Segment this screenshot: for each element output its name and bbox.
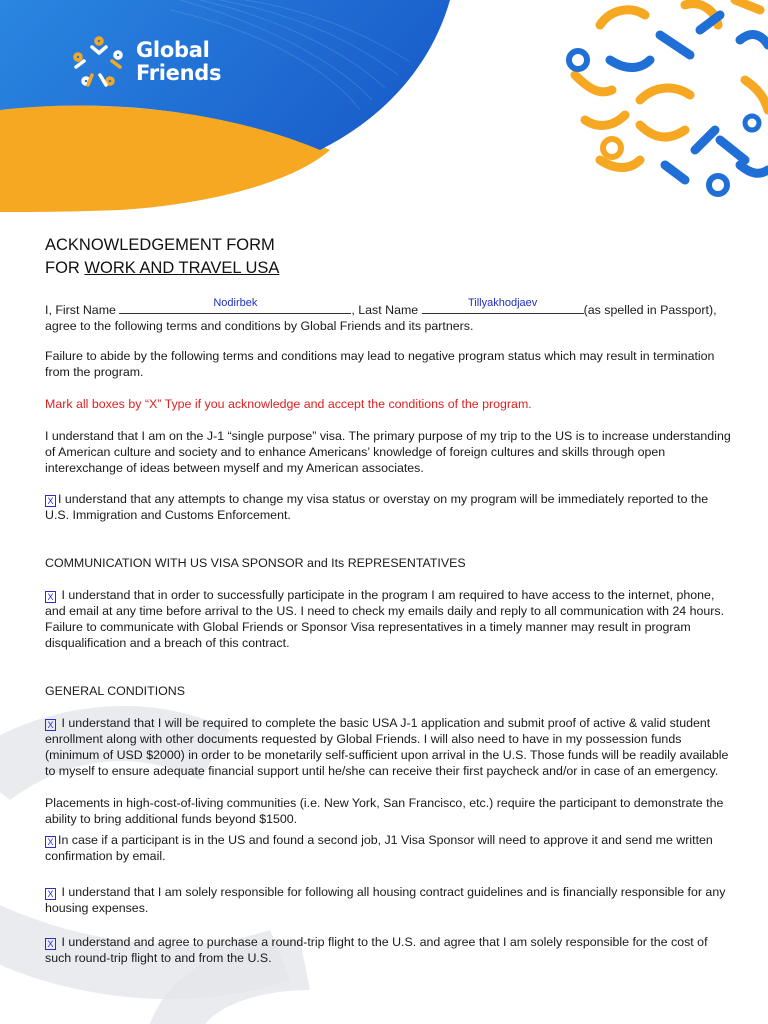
checkbox-second-job[interactable]: X [45, 836, 56, 848]
first-name-value: Nodirbek [213, 297, 258, 309]
item-second-job: X In case if a participant is in the US and found a second job, J1 Visa Sponsor will need to approve it and send me written confirmation by email. [45, 833, 713, 863]
form-title-program: WORK AND TRAVEL USA [84, 259, 280, 277]
first-name-label: I, First Name [45, 303, 116, 317]
item-flight: X I understand and agree to purchase a round-trip flight to the U.S. and agree that I am solely responsible for the cost of such round-trip flight to and from the U.S. [45, 935, 708, 965]
item-housing: X I understand that I am solely responsible for following all housing contract guidelines and is financially responsible for any housing expenses. [45, 885, 726, 915]
form-title-line1: ACKNOWLEDGEMENT FORM [45, 236, 275, 254]
intro-paragraph [45, 297, 735, 334]
passport-note: (as spelled in Passport), [583, 303, 717, 317]
logo-line1: Global [136, 38, 210, 62]
last-name-value: Tillyakhodjaev [467, 297, 538, 309]
checkbox-communication[interactable]: X [45, 591, 56, 603]
item-funds: X I understand that I will be required to complete the basic USA J-1 application and submit proof of active & valid student enrollment along with other documents requested by Global Friends. I will also need to have in my possession funds (minimum of USD $2000) in order to be monetarily self-sufficient upon arrival in the U.S. Those funds will be readily available to myself to ensure adequate financial support until he/she can receive their first paycheck and/or in case of an emergency. [45, 716, 729, 778]
checkbox-visa-status[interactable]: X [45, 495, 56, 507]
section-general-heading: GENERAL CONDITIONS [45, 684, 185, 698]
checkbox-funds[interactable]: X [45, 719, 56, 731]
checkbox-housing[interactable]: X [45, 888, 56, 900]
logo-emblem-icon [70, 33, 128, 91]
item-communication: X I understand that in order to successfully participate in the program I am required to have access to the internet, phone, and email at any time before arrival to the US. I need to check my emails daily and reply to all communication with 24 hours. Failure to communicate with Global Friends or Sponsor Visa representatives in a timely manner may result in program disqualification and a breach of this contract. [45, 588, 725, 650]
placements-paragraph: Placements in high-cost-of-living communities (i.e. New York, San Francisco, etc.) require the participant to demonstrate the ability to bring additional funds beyond $1500. [45, 796, 724, 826]
first-name-field[interactable] [119, 297, 351, 314]
form-title-line2: FOR WORK AND TRAVEL USA [45, 259, 280, 277]
intro-line2: agree to the following terms and conditions by Global Friends and its partners. [45, 319, 474, 333]
instruction-text: Mark all boxes by “X” Type if you acknowledge and accept the conditions of the program. [45, 397, 532, 411]
last-name-field[interactable] [422, 297, 584, 314]
item-visa-status: X I understand that any attempts to change my visa status or overstay on my program will be immediately reported to the U.S. Immigration and Customs Enforcement. [45, 492, 709, 522]
global-friends-logo [70, 33, 221, 91]
visa-paragraph: I understand that I am on the J-1 “single purpose” visa. The primary purpose of my trip to the US is to increase understanding of American culture and society and to enhance Americans’ knowledge of foreign cultures and skills through open interexchange of ideas between myself and my American associates. [45, 429, 731, 475]
logo-line2: Friends [136, 61, 222, 85]
checkbox-flight[interactable]: X [45, 938, 56, 950]
section-communication-heading: COMMUNICATION WITH US VISA SPONSOR and Its REPRESENTATIVES [45, 556, 466, 570]
last-name-label: , Last Name [351, 303, 419, 317]
failure-paragraph: Failure to abide by the following terms and conditions may lead to negative program status which may result in termination from the program. [45, 349, 715, 379]
